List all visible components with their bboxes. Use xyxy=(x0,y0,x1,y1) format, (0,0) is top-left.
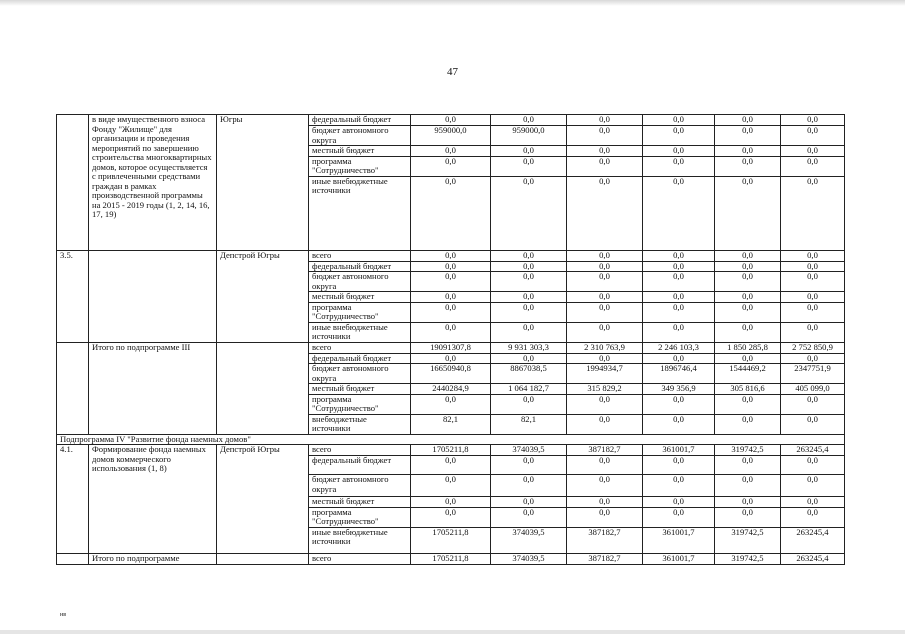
amount-cell: 0,0 xyxy=(567,507,643,527)
amount-cell: 0,0 xyxy=(715,394,781,414)
amount-cell: 19091307,8 xyxy=(411,342,491,353)
funding-source: всего xyxy=(309,553,411,564)
amount-cell: 0,0 xyxy=(715,475,781,497)
amount-cell: 374039,5 xyxy=(491,527,567,553)
amount-cell: 0,0 xyxy=(781,156,845,176)
amount-cell: 0,0 xyxy=(411,322,491,342)
amount-cell: 0,0 xyxy=(781,250,845,261)
amount-cell: 0,0 xyxy=(715,115,781,126)
funding-source: программа "Сотрудничество" xyxy=(309,507,411,527)
funding-source: внебюджетные источники xyxy=(309,414,411,434)
row-number xyxy=(57,115,89,251)
amount-cell: 0,0 xyxy=(715,272,781,292)
amount-cell: 0,0 xyxy=(715,302,781,322)
amount-cell: 0,0 xyxy=(491,272,567,292)
amount-cell: 0,0 xyxy=(567,156,643,176)
funding-source: бюджет автономного округа xyxy=(309,126,411,146)
amount-cell: 1544469,2 xyxy=(715,364,781,384)
funding-source: иные внебюджетные источники xyxy=(309,527,411,553)
amount-cell: 1705211,8 xyxy=(411,527,491,553)
amount-cell: 0,0 xyxy=(715,126,781,146)
amount-cell: 0,0 xyxy=(715,507,781,527)
measure-name: в виде имущественного взноса Фонду "Жилище" для организации и проведения мероприятий по завершению строительства многоквартирных домов, которое осуществляется с привлеченными средствами граждан в рамках производственной программы на 2015 - 2019 годы (1, 2, 14, 16, 17, 19) xyxy=(89,115,217,251)
amount-cell: 1 850 285,8 xyxy=(715,342,781,353)
amount-cell: 0,0 xyxy=(567,115,643,126)
amount-cell: 0,0 xyxy=(567,261,643,272)
section-header-row xyxy=(57,434,845,445)
amount-cell: 374039,5 xyxy=(491,445,567,456)
funding-source: местный бюджет xyxy=(309,292,411,303)
amount-cell: 0,0 xyxy=(715,456,781,475)
funding-source: федеральный бюджет xyxy=(309,353,411,364)
amount-cell: 0,0 xyxy=(567,126,643,146)
scan-edge-top xyxy=(0,0,905,6)
amount-cell: 82,1 xyxy=(491,414,567,434)
amount-cell: 0,0 xyxy=(411,146,491,157)
amount-cell: 0,0 xyxy=(491,292,567,303)
amount-cell: 0,0 xyxy=(411,353,491,364)
funding-source: местный бюджет xyxy=(309,497,411,508)
funding-source: программа "Сотрудничество" xyxy=(309,302,411,322)
amount-cell: 0,0 xyxy=(781,322,845,342)
table-row xyxy=(57,250,845,261)
amount-cell: 0,0 xyxy=(411,302,491,322)
executor: Депстрой Югры xyxy=(217,250,309,342)
amount-cell: 0,0 xyxy=(715,146,781,157)
amount-cell: 0,0 xyxy=(491,176,567,250)
executor: Депстрой Югры xyxy=(217,445,309,554)
funding-source: бюджет автономного округа xyxy=(309,364,411,384)
amount-cell: 2347751,9 xyxy=(781,364,845,384)
amount-cell: 263245,4 xyxy=(781,553,845,564)
amount-cell: 0,0 xyxy=(567,176,643,250)
amount-cell: 0,0 xyxy=(411,497,491,508)
amount-cell: 959000,0 xyxy=(491,126,567,146)
table-row xyxy=(57,342,845,353)
funding-source: федеральный бюджет xyxy=(309,115,411,126)
row-number: 4.1. xyxy=(57,445,89,554)
funding-source: иные внебюджетные источники xyxy=(309,322,411,342)
amount-cell: 0,0 xyxy=(715,353,781,364)
amount-cell: 2440284,9 xyxy=(411,384,491,395)
amount-cell: 0,0 xyxy=(567,146,643,157)
amount-cell: 0,0 xyxy=(715,414,781,434)
amount-cell: 0,0 xyxy=(491,250,567,261)
amount-cell: 0,0 xyxy=(643,261,715,272)
funding-source: всего xyxy=(309,445,411,456)
amount-cell: 0,0 xyxy=(781,456,845,475)
amount-cell: 0,0 xyxy=(643,156,715,176)
amount-cell: 0,0 xyxy=(491,156,567,176)
amount-cell: 0,0 xyxy=(715,497,781,508)
amount-cell: 0,0 xyxy=(715,292,781,303)
amount-cell: 0,0 xyxy=(567,272,643,292)
amount-cell: 2 246 103,3 xyxy=(643,342,715,353)
amount-cell: 349 356,9 xyxy=(643,384,715,395)
amount-cell: 0,0 xyxy=(643,302,715,322)
executor xyxy=(217,553,309,564)
amount-cell: 0,0 xyxy=(781,302,845,322)
executor xyxy=(217,342,309,434)
amount-cell: 0,0 xyxy=(411,250,491,261)
amount-cell: 0,0 xyxy=(411,176,491,250)
amount-cell: 0,0 xyxy=(781,146,845,157)
executor: Югры xyxy=(217,115,309,251)
measure-name: Итого по подпрограмме xyxy=(89,553,217,564)
amount-cell: 0,0 xyxy=(715,261,781,272)
table-row xyxy=(57,553,845,564)
amount-cell: 0,0 xyxy=(491,261,567,272)
amount-cell: 0,0 xyxy=(781,507,845,527)
amount-cell: 0,0 xyxy=(411,261,491,272)
amount-cell: 263245,4 xyxy=(781,527,845,553)
table-row xyxy=(57,445,845,456)
amount-cell: 405 099,0 xyxy=(781,384,845,395)
amount-cell: 0,0 xyxy=(491,507,567,527)
amount-cell: 0,0 xyxy=(411,115,491,126)
amount-cell: 0,0 xyxy=(715,250,781,261)
amount-cell: 0,0 xyxy=(567,322,643,342)
row-number xyxy=(57,553,89,564)
amount-cell: 387182,7 xyxy=(567,553,643,564)
amount-cell: 387182,7 xyxy=(567,445,643,456)
amount-cell: 0,0 xyxy=(567,475,643,497)
funding-source: местный бюджет xyxy=(309,384,411,395)
amount-cell: 1705211,8 xyxy=(411,553,491,564)
amount-cell: 1896746,4 xyxy=(643,364,715,384)
funding-source: местный бюджет xyxy=(309,146,411,157)
amount-cell: 319742,5 xyxy=(715,445,781,456)
measure-name: Формирование фонда наемных домов коммерческого использования (1, 8) xyxy=(89,445,217,554)
amount-cell: 0,0 xyxy=(715,322,781,342)
amount-cell: 305 816,6 xyxy=(715,384,781,395)
amount-cell: 361001,7 xyxy=(643,445,715,456)
amount-cell: 387182,7 xyxy=(567,527,643,553)
amount-cell: 0,0 xyxy=(567,456,643,475)
funding-source: всего xyxy=(309,342,411,353)
amount-cell: 361001,7 xyxy=(643,553,715,564)
page-number: 47 xyxy=(447,66,458,78)
amount-cell: 0,0 xyxy=(781,126,845,146)
amount-cell: 263245,4 xyxy=(781,445,845,456)
amount-cell: 2 752 850,9 xyxy=(781,342,845,353)
amount-cell: 0,0 xyxy=(643,475,715,497)
budget-table xyxy=(56,114,845,565)
amount-cell: 0,0 xyxy=(411,475,491,497)
amount-cell: 0,0 xyxy=(491,302,567,322)
funding-source: всего xyxy=(309,250,411,261)
amount-cell: 0,0 xyxy=(567,394,643,414)
amount-cell: 0,0 xyxy=(643,126,715,146)
amount-cell: 0,0 xyxy=(643,250,715,261)
amount-cell: 0,0 xyxy=(411,394,491,414)
amount-cell: 0,0 xyxy=(781,115,845,126)
amount-cell: 0,0 xyxy=(411,156,491,176)
funding-source: федеральный бюджет xyxy=(309,261,411,272)
funding-source: иные внебюджетные источники xyxy=(309,176,411,250)
amount-cell: 0,0 xyxy=(643,115,715,126)
amount-cell: 0,0 xyxy=(567,353,643,364)
amount-cell: 0,0 xyxy=(781,414,845,434)
amount-cell: 0,0 xyxy=(411,292,491,303)
amount-cell: 0,0 xyxy=(643,497,715,508)
scan-edge-bottom xyxy=(0,630,905,634)
row-number: 3.5. xyxy=(57,250,89,342)
amount-cell: 0,0 xyxy=(781,261,845,272)
amount-cell: 0,0 xyxy=(781,394,845,414)
amount-cell: 82,1 xyxy=(411,414,491,434)
amount-cell: 1994934,7 xyxy=(567,364,643,384)
amount-cell: 1705211,8 xyxy=(411,445,491,456)
measure-name xyxy=(89,250,217,342)
amount-cell: 361001,7 xyxy=(643,527,715,553)
amount-cell: 0,0 xyxy=(567,292,643,303)
amount-cell: 0,0 xyxy=(643,414,715,434)
amount-cell: 0,0 xyxy=(643,146,715,157)
amount-cell: 0,0 xyxy=(567,302,643,322)
amount-cell: 0,0 xyxy=(491,497,567,508)
amount-cell: 2 310 763,9 xyxy=(567,342,643,353)
amount-cell: 16650940,8 xyxy=(411,364,491,384)
amount-cell: 959000,0 xyxy=(411,126,491,146)
amount-cell: 0,0 xyxy=(781,475,845,497)
amount-cell: 0,0 xyxy=(643,176,715,250)
amount-cell: 0,0 xyxy=(781,292,845,303)
table-row xyxy=(57,115,845,126)
section-header-text: Подпрограмма IV "Развитие фонда наемных домов" xyxy=(57,434,845,445)
amount-cell: 0,0 xyxy=(411,507,491,527)
measure-name: Итого по подпрограмме III xyxy=(89,342,217,434)
funding-source: бюджет автономного округа xyxy=(309,272,411,292)
amount-cell: 374039,5 xyxy=(491,553,567,564)
funding-source: федеральный бюджет xyxy=(309,456,411,475)
amount-cell: 0,0 xyxy=(491,322,567,342)
amount-cell: 315 829,2 xyxy=(567,384,643,395)
amount-cell: 0,0 xyxy=(781,176,845,250)
amount-cell: 0,0 xyxy=(643,394,715,414)
funding-source: бюджет автономного округа xyxy=(309,475,411,497)
amount-cell: 0,0 xyxy=(781,497,845,508)
amount-cell: 0,0 xyxy=(491,353,567,364)
amount-cell: 0,0 xyxy=(643,507,715,527)
amount-cell: 0,0 xyxy=(643,322,715,342)
amount-cell: 0,0 xyxy=(491,115,567,126)
amount-cell: 0,0 xyxy=(715,176,781,250)
funding-source: программа "Сотрудничество" xyxy=(309,394,411,414)
footer-mark: нв xyxy=(60,612,67,618)
row-number xyxy=(57,342,89,434)
amount-cell: 0,0 xyxy=(643,292,715,303)
amount-cell: 8867038,5 xyxy=(491,364,567,384)
amount-cell: 1 064 182,7 xyxy=(491,384,567,395)
amount-cell: 0,0 xyxy=(491,146,567,157)
amount-cell: 0,0 xyxy=(567,497,643,508)
amount-cell: 0,0 xyxy=(781,353,845,364)
funding-source: программа "Сотрудничество" xyxy=(309,156,411,176)
amount-cell: 0,0 xyxy=(567,414,643,434)
amount-cell: 9 931 303,3 xyxy=(491,342,567,353)
amount-cell: 0,0 xyxy=(643,272,715,292)
amount-cell: 319742,5 xyxy=(715,527,781,553)
amount-cell: 0,0 xyxy=(643,456,715,475)
amount-cell: 0,0 xyxy=(411,272,491,292)
amount-cell: 0,0 xyxy=(715,156,781,176)
amount-cell: 0,0 xyxy=(781,272,845,292)
amount-cell: 0,0 xyxy=(411,456,491,475)
amount-cell: 0,0 xyxy=(491,456,567,475)
amount-cell: 0,0 xyxy=(567,250,643,261)
amount-cell: 0,0 xyxy=(491,475,567,497)
amount-cell: 319742,5 xyxy=(715,553,781,564)
amount-cell: 0,0 xyxy=(491,394,567,414)
amount-cell: 0,0 xyxy=(643,353,715,364)
